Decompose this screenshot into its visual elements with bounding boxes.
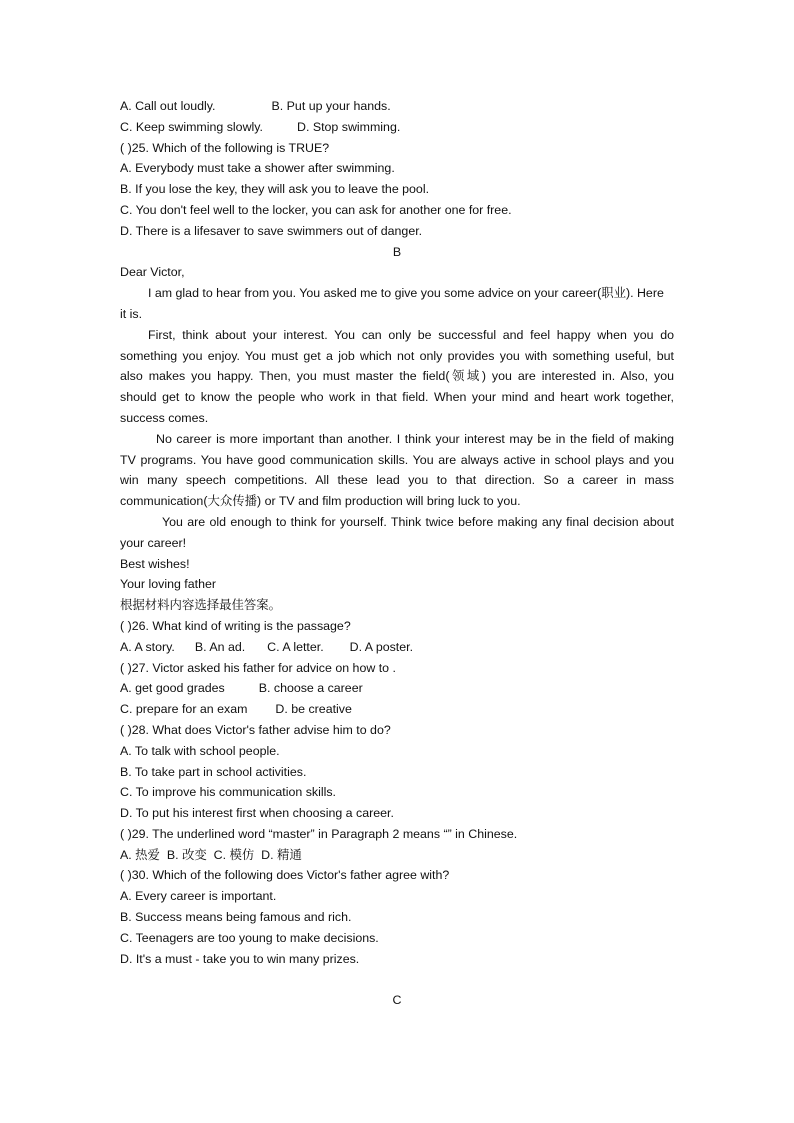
exam-page bbox=[120, 96, 674, 1011]
q30-option-b: B. Success means being famous and rich. bbox=[120, 910, 352, 925]
letter-p4-line-2: your career! bbox=[120, 535, 187, 550]
q26-options bbox=[120, 637, 674, 658]
q25-stem: ( )25. Which of the following is TRUE? bbox=[120, 140, 330, 155]
q29-option-c: C. 模仿 bbox=[213, 847, 255, 862]
q29-option-a: A. 热爱 bbox=[120, 847, 160, 862]
q29-stem: ( )29. The underlined word “master” in Paragraph 2 means “” in Chinese. bbox=[120, 826, 518, 841]
q28-option-d: D. To put his interest first when choosing a career. bbox=[120, 806, 394, 821]
q24-options-row-1 bbox=[120, 96, 674, 117]
q26-option-b: B. An ad. bbox=[194, 639, 246, 654]
q25-option-c: C. You don't feel well to the locker, you can ask for another one for free. bbox=[120, 202, 512, 217]
q28-option-c: C. To improve his communication skills. bbox=[120, 785, 336, 800]
section-c-heading: C bbox=[392, 993, 402, 1008]
q24-options-row-2 bbox=[120, 117, 674, 138]
letter-p1-line-1: I am glad to hear from you. You asked me to give you some advice on your career(职业). Here bbox=[148, 286, 664, 301]
q27-option-d: D. be creative bbox=[275, 702, 352, 717]
q29-options bbox=[120, 845, 674, 866]
letter-p2-line-1: First, think about your interest. You can only be successful and feel happy when you do bbox=[148, 327, 674, 342]
q30-option-c: C. Teenagers are too young to make decisions. bbox=[120, 930, 379, 945]
q26-option-c: C. A letter. bbox=[267, 639, 324, 654]
letter-p1-line-2: it is. bbox=[120, 306, 143, 321]
letter-p2-line-5: success comes. bbox=[120, 410, 209, 425]
q24-option-a: A. Call out loudly. bbox=[120, 99, 216, 113]
letter-closing: Best wishes! bbox=[120, 556, 190, 571]
letter-signature: Your loving father bbox=[120, 577, 216, 592]
q29-option-d: D. 精通 bbox=[261, 847, 302, 862]
q24-option-d: D. Stop swimming. bbox=[297, 119, 401, 134]
q28-stem: ( )28. What does Victor's father advise him to do? bbox=[120, 722, 391, 737]
letter-p4-line-1: You are old enough to think for yourself. Think twice before making any final decision about bbox=[162, 514, 674, 529]
letter-p3-line-3: win many speech competitions. All these lead you to that direction. So a career in mass bbox=[120, 473, 674, 488]
q26-stem: ( )26. What kind of writing is the passage? bbox=[120, 618, 351, 633]
letter-p3-line-2: TV programs. You have good communication skills. You are always active in school plays and you bbox=[120, 452, 674, 467]
q30-option-d: D. It's a must - take you to win many prizes. bbox=[120, 951, 360, 966]
q27-options-row-2 bbox=[120, 699, 674, 720]
letter-p2-line-4: should get to know the people who work in that field. When your mind and heart work together, bbox=[120, 390, 674, 405]
q24-option-c: C. Keep swimming slowly. bbox=[120, 119, 263, 134]
q27-option-a: A. get good grades bbox=[120, 681, 225, 696]
letter-p2-line-2: something you enjoy. You must get a job which not only provides you with something useful, but bbox=[120, 348, 674, 363]
q25-option-a: A. Everybody must take a shower after swimming. bbox=[120, 161, 395, 176]
instruction-text: 根据材料内容选择最佳答案。 bbox=[120, 598, 282, 613]
q25-option-d: D. There is a lifesaver to save swimmers out of danger. bbox=[120, 223, 423, 238]
q27-options-row-1 bbox=[120, 678, 674, 699]
q27-option-c: C. prepare for an exam bbox=[120, 702, 248, 717]
letter-greeting: Dear Victor, bbox=[120, 265, 185, 280]
q29-option-b: B. 改变 bbox=[166, 847, 207, 862]
q26-option-a: A. A story. bbox=[120, 639, 175, 654]
q26-option-d: D. A poster. bbox=[349, 639, 414, 654]
letter-p3-line-4: communication(大众传播) or TV and film production will bring luck to you. bbox=[120, 494, 521, 509]
letter-p3-line-1: No career is more important than another. I think your interest may be in the field of making bbox=[156, 431, 674, 446]
q30-stem: ( )30. Which of the following does Victor's father agree with? bbox=[120, 868, 450, 883]
q27-option-b: B. choose a career bbox=[258, 681, 363, 696]
letter-p2-line-3: also makes you happy. Then, you must master the field(领域) you are interested in. Also, you bbox=[120, 369, 674, 384]
section-b-heading: B bbox=[392, 244, 402, 259]
q24-option-b: B. Put up your hands. bbox=[271, 99, 391, 113]
q27-stem: ( )27. Victor asked his father for advice on how to . bbox=[120, 660, 396, 675]
q30-option-a: A. Every career is important. bbox=[120, 889, 277, 904]
q28-option-b: B. To take part in school activities. bbox=[120, 764, 307, 779]
q25-option-b: B. If you lose the key, they will ask you to leave the pool. bbox=[120, 182, 430, 197]
q28-option-a: A. To talk with school people. bbox=[120, 743, 280, 758]
